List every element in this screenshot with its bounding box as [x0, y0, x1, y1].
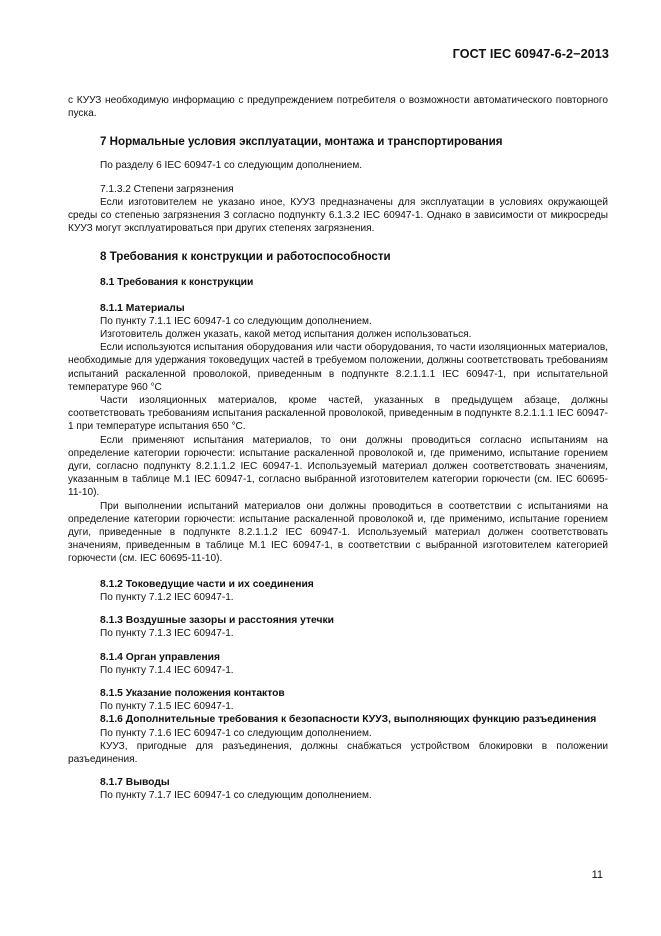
paragraph: Изготовитель должен указать, какой метод испытания должен использоваться.: [100, 329, 472, 341]
paragraph: По пункту 7.1.6 IEC 60947-1 со следующим дополнением.: [100, 727, 372, 739]
subsection-heading-8-1-7: 8.1.7 Выводы: [100, 777, 170, 789]
subsection-heading-8-1-6: 8.1.6 Дополнительные требования к безопасности КУУЗ, выполняющих функцию разъединения: [100, 714, 597, 726]
section-heading-8: 8 Требования к конструкции и работоспособности: [100, 250, 391, 264]
paragraph: По пункту 7.1.5 IEC 60947-1.: [100, 701, 234, 713]
paragraph: По разделу 6 IEC 60947-1 со следующим дополнением.: [100, 160, 363, 172]
page-number: 11: [591, 869, 603, 881]
paragraph: При выполнении испытаний материалов они должны проводиться в соответствии с испытаниями на определение категории горючести: испытание раскаленной проволокой и, где применимо, испытание горением дуги, приведенные в подпункте 8.2.1.1.2 IEC 60947-1. Используемый материал должен соответствовать значениям, приведенным в таблице М.1 IEC 60947-1, в соответствии с выбранной изготовителем категорией горючести (см. IEC 60695-11-10).: [68, 500, 608, 565]
subsection-heading-8-1-5: 8.1.5 Указание положения контактов: [100, 687, 285, 699]
subsection-heading-8-1-3: 8.1.3 Воздушные зазоры и расстояния утечки: [100, 615, 334, 627]
paragraph: Если изготовителем не указано иное, КУУЗ предназначены для эксплуатации в условиях окружающей среды со степенью загрязнения 3 согласно подпункту 6.1.3.2 IEC 60947-1. Однако в зависимости от микросреды КУУЗ могут эксплуатироваться при других степенях загрязнения.: [68, 196, 608, 235]
paragraph: Части изоляционных материалов, кроме частей, указанных в предыдущем абзаце, должны соответствовать требованиям испытания раскаленной проволокой, приведенным в подпункте 8.2.1.1.1 IEC 60947-1 при температуре испытания 650 °С.: [68, 395, 608, 433]
paragraph: По пункту 7.1.4 IEC 60947-1.: [100, 664, 234, 676]
subsection-heading-8-1: 8.1 Требования к конструкции: [100, 277, 254, 289]
document-body: [68, 94, 608, 803]
paragraph: Если используются испытания оборудования или части оборудования, то части изоляционных материалов, необходимые для удержания токоведущих частей в требуемом положении, должны соответствовать требованиям испытаний раскаленной проволокой, приведенным в подпункте 8.2.1.1.1 IEC 60947-1, при испытательной температуре 960 °С: [68, 342, 608, 393]
paragraph: По пункту 7.1.2 IEC 60947-1.: [100, 591, 234, 603]
subsection-heading-8-1-1: 8.1.1 Материалы: [100, 302, 185, 314]
paragraph: По пункту 7.1.3 IEC 60947-1.: [100, 628, 234, 640]
paragraph-continuation: с КУУЗ необходимую информацию с предупреждением потребителя о возможности автоматического повторного пуска.: [68, 95, 608, 120]
paragraph: КУУЗ, пригодные для разъединения, должны снабжаться устройством блокировки в положении разъединения.: [68, 740, 608, 765]
paragraph: По пункту 7.1.1 IEC 60947-1 со следующим дополнением.: [100, 315, 372, 327]
subsection-heading-8-1-4: 8.1.4 Орган управления: [100, 651, 221, 663]
section-heading-7: 7 Нормальные условия эксплуатации, монтажа и транспортирования: [100, 135, 503, 149]
paragraph: Если применяют испытания материалов, то они должны проводиться согласно испытаниям на определение категории горючести: испытание раскаленной проволокой и, где применимо, испытание горением дуги, согласно подпункту 8.2.1.1.2 IEC 60947-1. Используемый материал должен соответствовать значениям, указанным в таблице М.1 IEC 60947-1, согласно выбранной изготовителем категории горючести (см. IEC 60695-11-10).: [68, 434, 608, 499]
subsection-heading-8-1-2: 8.1.2 Токоведущие части и их соединения: [100, 578, 314, 590]
paragraph: По пункту 7.1.7 IEC 60947-1 со следующим дополнением.: [100, 790, 372, 802]
clause-title: 7.1.3.2 Степени загрязнения: [100, 183, 234, 195]
document-code-header: ГОСТ IEC 60947-6-2−2013: [452, 47, 609, 61]
